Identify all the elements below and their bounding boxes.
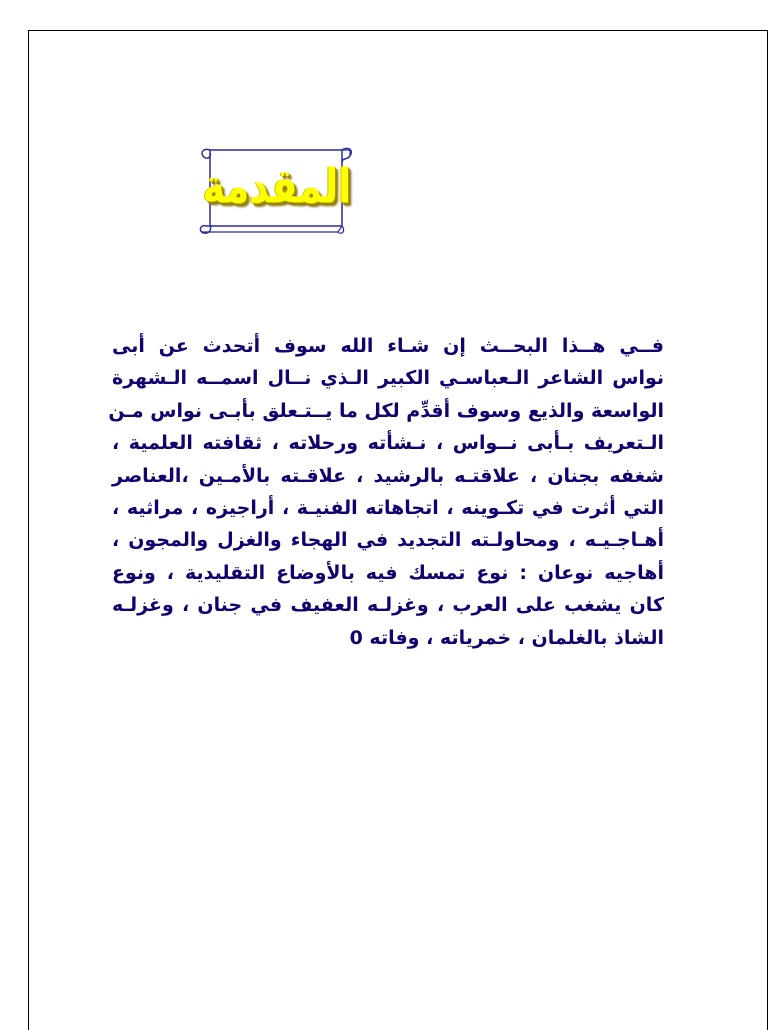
heading-banner xyxy=(192,140,356,240)
paragraph-line: كان يشغب على العرب ، وغزلـه العفيف في جنان ، وغزلـه xyxy=(112,594,664,617)
paragraph-line: نواس الشاعر الـعباسـي الكبير الـذي نــال اسمــه الـشهرة xyxy=(112,367,664,390)
paragraph-line: التي أثرت في تكـوينه ، اتجاهاته الفنيـة ، أراجيزه ، مراثيه ، xyxy=(112,497,664,520)
paragraph-line: الـتعريف بـأبى نــواس ، نـشأته ورحلاته ، ثقافته العلمية ، xyxy=(112,432,664,455)
paragraph-line: فــي هــذا البحــث إن شـاء الله سوف أتحدث عن أبى xyxy=(112,335,664,357)
paragraph-line: شغفه بجنان ، علاقتـه بالرشيد ، علاقـته بالأمـين ،العناصر xyxy=(112,464,664,487)
intro-paragraph xyxy=(108,330,664,654)
paragraph-line: أهـاجـيـه ، ومحاولـته التجديد في الهجاء والغزل والمجون ، xyxy=(112,529,664,552)
paragraph-line: أهاجيه نوعان : نوع تمسك فيه بالأوضاع التقليدية ، ونوع xyxy=(112,561,664,584)
paragraph-line: الواسعة والذيع وسوف أقدِّم لكل ما يــتـعلق بأبـى نواس مـن xyxy=(108,399,664,422)
paragraph-line: الشاذ بالغلمان ، خمرياته ، وفاته 0 xyxy=(349,626,664,649)
page-title: المقدمة xyxy=(202,158,352,214)
